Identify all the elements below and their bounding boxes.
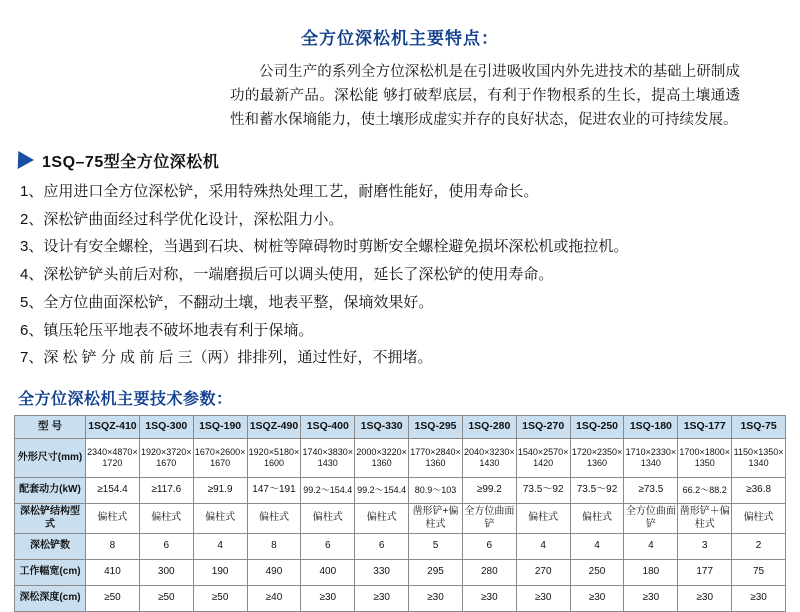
table-cell: ≥30 xyxy=(409,586,463,612)
table-cell: 1920×5180×1600 xyxy=(247,439,301,478)
table-cell: ≥99.2 xyxy=(462,478,516,504)
table-cell: 偏柱式 xyxy=(139,504,193,534)
table-cell: 6 xyxy=(139,534,193,560)
table-cell: 偏柱式 xyxy=(86,504,140,534)
table-cell: ≥73.5 xyxy=(624,478,678,504)
table-header-cell: 1SQ-250 xyxy=(570,416,624,439)
table-header-row xyxy=(15,416,786,439)
table-row-label: 外形尺寸(mm) xyxy=(15,439,86,478)
table-cell: ≥30 xyxy=(732,586,786,612)
table-row xyxy=(15,534,786,560)
table-header-cell: 1SQ-400 xyxy=(301,416,355,439)
table-cell: 4 xyxy=(624,534,678,560)
table-cell: 490 xyxy=(247,560,301,586)
feature-list xyxy=(20,178,770,372)
table-cell: 180 xyxy=(624,560,678,586)
list-item: 7、深 松 铲 分 成 前 后 三（两）排排列，通过性好，不拥堵。 xyxy=(20,349,433,367)
table-cell: ≥91.9 xyxy=(193,478,247,504)
table-cell: 177 xyxy=(678,560,732,586)
page-title: 全方位深松机主要特点： xyxy=(301,29,499,48)
table-cell: 1700×1800×1350 xyxy=(678,439,732,478)
list-item: 1、应用进口全方位深松铲，采用特殊热处理工艺，耐磨性能好，使用寿命长。 xyxy=(20,182,539,200)
table-cell: 99.2～154.4 xyxy=(301,478,355,504)
table-cell: ≥50 xyxy=(139,586,193,612)
product-name: 1SQ–75型全方位深松机 xyxy=(42,153,220,171)
table-cell: 4 xyxy=(516,534,570,560)
table-cell: 1740×3830×1430 xyxy=(301,439,355,478)
table-cell: ≥154.4 xyxy=(86,478,140,504)
table-cell: 偏柱式 xyxy=(732,504,786,534)
product-name-row xyxy=(18,149,800,172)
table-cell: 1770×2840×1360 xyxy=(409,439,463,478)
table-header-cell: 1SQ-190 xyxy=(193,416,247,439)
table-header-cell-model: 型 号 xyxy=(15,416,86,439)
table-cell: 1540×2570×1420 xyxy=(516,439,570,478)
table-row-label: 深松深度(cm) xyxy=(15,586,86,612)
table-cell: 5 xyxy=(409,534,463,560)
list-item: 3、设计有安全螺栓，当遇到石块、树桩等障碍物时剪断安全螺栓避免损坏深松机或拖拉机。 xyxy=(20,238,629,256)
table-cell: 6 xyxy=(355,534,409,560)
table-cell: 8 xyxy=(247,534,301,560)
list-item: 4、深松铲铲头前后对称，一端磨损后可以调头使用，延长了深松铲的使用寿命。 xyxy=(20,266,554,284)
table-cell: 75 xyxy=(732,560,786,586)
spec-table xyxy=(14,415,786,612)
table-row-label: 深松铲结构型式 xyxy=(15,504,86,534)
table-header-cell: 1SQ-295 xyxy=(409,416,463,439)
table-cell: 偏柱式 xyxy=(301,504,355,534)
table-cell: 99.2～154.4 xyxy=(355,478,409,504)
table-cell: ≥117.6 xyxy=(139,478,193,504)
table-cell: ≥36.8 xyxy=(732,478,786,504)
table-row-label: 配套动力(kW) xyxy=(15,478,86,504)
table-cell: 73.5～92 xyxy=(570,478,624,504)
table-cell: ≥30 xyxy=(678,586,732,612)
table-header-cell: 1SQ-330 xyxy=(355,416,409,439)
table-cell: 全方位曲面铲 xyxy=(462,504,516,534)
table-row xyxy=(15,560,786,586)
table-cell: ≥40 xyxy=(247,586,301,612)
table-cell: 1920×3720×1670 xyxy=(139,439,193,478)
table-cell: ≥50 xyxy=(86,586,140,612)
table-cell: 凿形铲＋偏柱式 xyxy=(678,504,732,534)
table-cell: 2040×3230×1430 xyxy=(462,439,516,478)
table-cell: 410 xyxy=(86,560,140,586)
table-cell: 偏柱式 xyxy=(516,504,570,534)
table-header-cell: 1SQ-75 xyxy=(732,416,786,439)
spec-section-title: 全方位深松机主要技术参数： xyxy=(18,391,233,409)
list-item: 5、全方位曲面深松铲，不翻动土壤，地表平整，保墒效果好。 xyxy=(20,293,434,311)
table-row xyxy=(15,478,786,504)
table-cell: ≥30 xyxy=(355,586,409,612)
spec-table-wrapper xyxy=(14,415,786,612)
table-cell: 300 xyxy=(139,560,193,586)
table-cell: ≥30 xyxy=(624,586,678,612)
table-cell: 270 xyxy=(516,560,570,586)
table-cell: 全方位曲面铲 xyxy=(624,504,678,534)
table-header-cell: 1SQ-177 xyxy=(678,416,732,439)
table-row xyxy=(15,439,786,478)
table-cell: 1720×2350×1360 xyxy=(570,439,624,478)
table-cell: 偏柱式 xyxy=(247,504,301,534)
table-row-label: 工作幅宽(cm) xyxy=(15,560,86,586)
table-cell: 偏柱式 xyxy=(570,504,624,534)
table-cell: 4 xyxy=(193,534,247,560)
table-cell: 1670×2600×1670 xyxy=(193,439,247,478)
table-header-cell: 1SQ-300 xyxy=(139,416,193,439)
table-cell: 偏柱式 xyxy=(355,504,409,534)
table-row xyxy=(15,586,786,612)
table-header-cell: 1SQ-280 xyxy=(462,416,516,439)
table-cell: 2 xyxy=(732,534,786,560)
table-header-cell: 1SQ-180 xyxy=(624,416,678,439)
table-row xyxy=(15,504,786,534)
table-cell: ≥50 xyxy=(193,586,247,612)
table-cell: 330 xyxy=(355,560,409,586)
table-header-cell: 1SQZ-490 xyxy=(247,416,301,439)
table-cell: 73.5～92 xyxy=(516,478,570,504)
table-cell: 400 xyxy=(301,560,355,586)
table-cell: 6 xyxy=(301,534,355,560)
list-item: 6、镇压轮压平地表不破坏地表有利于保墒。 xyxy=(20,321,314,339)
blue-triangle-marker-icon xyxy=(18,151,35,169)
table-cell: 147～191 xyxy=(247,478,301,504)
table-header-cell: 1SQ-270 xyxy=(516,416,570,439)
table-cell: 250 xyxy=(570,560,624,586)
table-cell: 295 xyxy=(409,560,463,586)
table-cell: 6 xyxy=(462,534,516,560)
table-cell: 1150×1350×1340 xyxy=(732,439,786,478)
table-cell: 偏柱式 xyxy=(193,504,247,534)
intro-paragraph: 公司生产的系列全方位深松机是在引进吸收国内外先进技术的基础上研制成功的最新产品。深松能 够打破犁底层，有利于作物根系的生长，提高土壤通透性和蓄水保墒能力，使土壤形成虚实并存的良好状态，促进农业的可持续发展。 xyxy=(230,64,740,128)
table-cell: 2000×3220×1360 xyxy=(355,439,409,478)
table-cell: 80.9～103 xyxy=(409,478,463,504)
table-row-label: 深松铲数 xyxy=(15,534,86,560)
table-cell: ≥30 xyxy=(301,586,355,612)
list-item: 2、深松铲曲面经过科学优化设计，深松阻力小。 xyxy=(20,210,344,228)
table-cell: 280 xyxy=(462,560,516,586)
table-cell: 190 xyxy=(193,560,247,586)
table-cell: 凿形铲+偏柱式 xyxy=(409,504,463,534)
table-header-cell: 1SQZ-410 xyxy=(86,416,140,439)
table-cell: 3 xyxy=(678,534,732,560)
table-cell: 66.2～88.2 xyxy=(678,478,732,504)
table-cell: 2340×4870×1720 xyxy=(86,439,140,478)
table-cell: 8 xyxy=(86,534,140,560)
table-cell: ≥30 xyxy=(516,586,570,612)
table-cell: 1710×2330×1340 xyxy=(624,439,678,478)
table-cell: ≥30 xyxy=(462,586,516,612)
table-cell: ≥30 xyxy=(570,586,624,612)
table-cell: 4 xyxy=(570,534,624,560)
